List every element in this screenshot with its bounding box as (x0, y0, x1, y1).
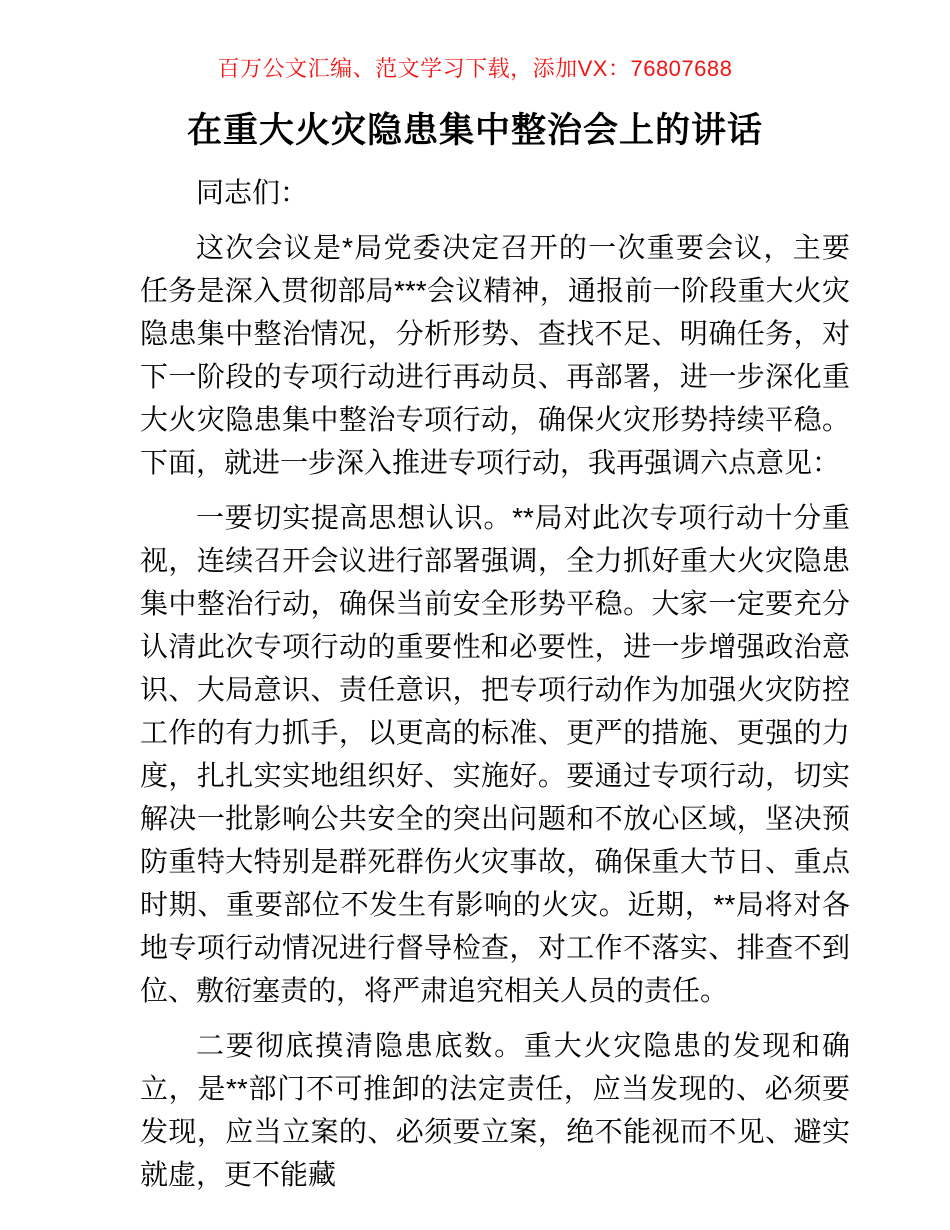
document-body (140, 171, 850, 1208)
promo-header-text: 百万公文汇编、范文学习下载，添加VX：76807688 (217, 56, 733, 81)
point-two-paragraph: 二要彻底摸清隐患底数。重大火灾隐患的发现和确立，是**部门不可推卸的法定责任，应当发现的、必须要发现，应当立案的、必须要立案，绝不能视而不见、避实就虚，更不能藏 (140, 1030, 850, 1190)
point-one-paragraph: 一要切实提高思想认识。**局对此次专项行动十分重视，连续召开会议进行部署强调，全力抓好重大火灾隐患集中整治行动，确保当前安全形势平稳。大家一定要充分认清此次专项行动的重要性和必要性，进一步增强政治意识、大局意识、责任意识，把专项行动作为加强火灾防控工作的有力抓手，以更高的标准、更严的措施、更强的力度，扎扎实实地组织好、实施好。要通过专项行动，切实解决一批影响公共安全的突出问题和不放心区域，坚决预防重特大特别是群死群伤火灾事故，确保重大节日、重点时期、重要部位不发生有影响的火灾。近期，**局将对各地专项行动情况进行督导检查，对工作不落实、排查不到位、敷衍塞责的，将严肃追究相关人员的责任。 (140, 502, 850, 1006)
salutation-paragraph: 同志们： (196, 177, 309, 208)
intro-paragraph: 这次会议是*局党委决定召开的一次重要会议，主要任务是深入贯彻部局***会议精神，通报前一阶段重大火灾隐患集中整治情况，分析形势、查找不足、明确任务，对下一阶段的专项行动进行再动员、再部署，进一步深化重大火灾隐患集中整治专项行动，确保火灾形势持续平稳。下面，就进一步深入推进专项行动，我再强调六点意见： (140, 232, 850, 478)
document-title: 在重大火灾隐患集中整治会上的讲话 (186, 111, 763, 150)
